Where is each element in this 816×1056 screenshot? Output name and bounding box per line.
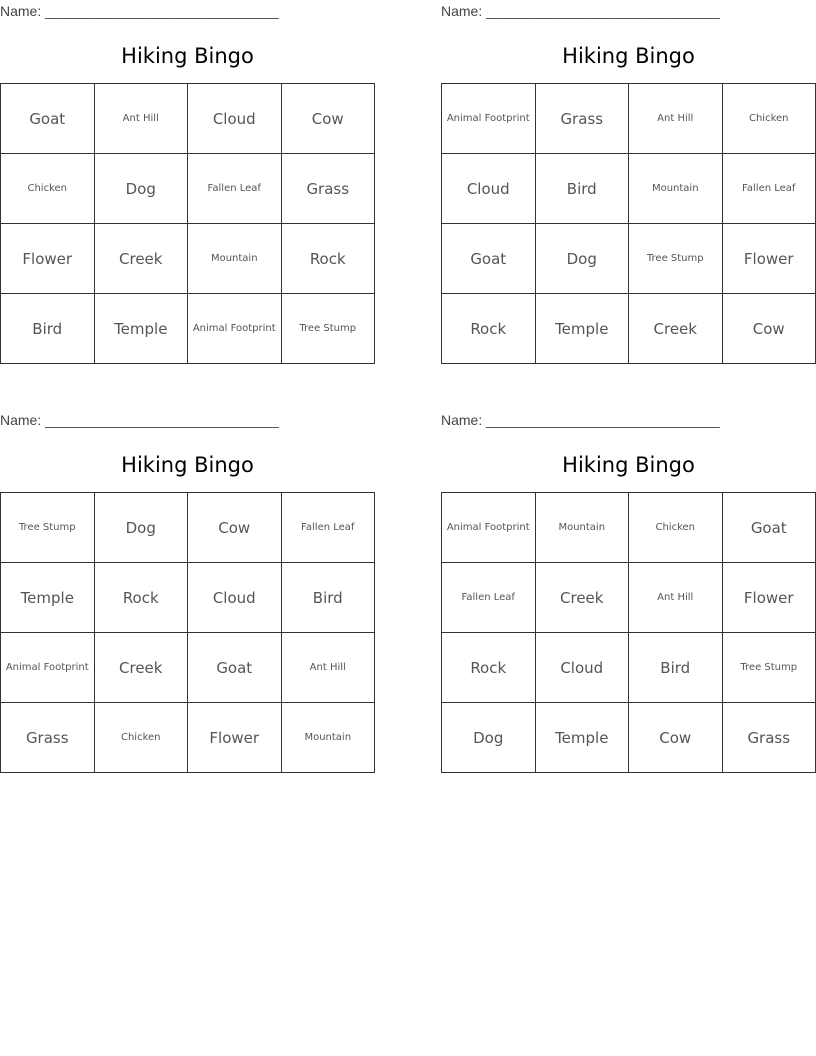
bingo-cell: Mountain — [188, 224, 282, 294]
bingo-cell: Goat — [722, 493, 816, 563]
bingo-cell: Cow — [188, 493, 282, 563]
bingo-cell: Flower — [188, 703, 282, 773]
grid-row — [1, 703, 375, 773]
bingo-cell: Dog — [94, 493, 188, 563]
bingo-cell: Creek — [94, 633, 188, 703]
bingo-cell: Cloud — [188, 84, 282, 154]
bingo-cell: Animal Footprint — [188, 294, 282, 364]
bingo-cell: Ant Hill — [281, 633, 375, 703]
bingo-cell: Ant Hill — [94, 84, 188, 154]
bingo-cell: Ant Hill — [629, 563, 723, 633]
grid-row — [442, 493, 816, 563]
name-field-label: Name: ______________________________ — [441, 3, 720, 19]
bingo-cell: Grass — [281, 154, 375, 224]
bingo-cell: Bird — [281, 563, 375, 633]
name-field-label: Name: ______________________________ — [441, 412, 720, 428]
bingo-cell: Rock — [442, 294, 536, 364]
card-title: Hiking Bingo — [562, 453, 695, 477]
name-field-label: Name: ______________________________ — [0, 3, 279, 19]
bingo-cell: Creek — [629, 294, 723, 364]
grid-row — [1, 563, 375, 633]
bingo-cell: Chicken — [722, 84, 816, 154]
bingo-cell: Animal Footprint — [1, 633, 95, 703]
grid-row — [442, 633, 816, 703]
bingo-cell: Cow — [722, 294, 816, 364]
bingo-cell: Bird — [535, 154, 629, 224]
bingo-cell: Fallen Leaf — [188, 154, 282, 224]
grid-row — [1, 154, 375, 224]
bingo-cell: Creek — [535, 563, 629, 633]
bingo-cell: Flower — [1, 224, 95, 294]
bingo-cell: Dog — [94, 154, 188, 224]
grid-row — [442, 154, 816, 224]
bingo-cell: Grass — [535, 84, 629, 154]
bingo-cell: Creek — [94, 224, 188, 294]
bingo-cell: Temple — [94, 294, 188, 364]
bingo-cell: Temple — [535, 703, 629, 773]
grid-row — [442, 84, 816, 154]
bingo-cell: Cow — [281, 84, 375, 154]
bingo-cell: Rock — [281, 224, 375, 294]
bingo-cell: Bird — [1, 294, 95, 364]
grid-row — [442, 703, 816, 773]
bingo-grid — [0, 83, 375, 364]
name-field-label: Name: ______________________________ — [0, 412, 279, 428]
bingo-cell: Dog — [442, 703, 536, 773]
grid-row — [442, 294, 816, 364]
bingo-cell: Cloud — [535, 633, 629, 703]
bingo-cell: Tree Stump — [281, 294, 375, 364]
bingo-cell: Grass — [722, 703, 816, 773]
bingo-cell: Fallen Leaf — [281, 493, 375, 563]
bingo-grid — [441, 83, 816, 364]
bingo-cell: Cow — [629, 703, 723, 773]
bingo-cell: Ant Hill — [629, 84, 723, 154]
bingo-cell: Grass — [1, 703, 95, 773]
card-title: Hiking Bingo — [562, 44, 695, 68]
grid-row — [442, 563, 816, 633]
bingo-cell: Animal Footprint — [442, 84, 536, 154]
bingo-cell: Chicken — [1, 154, 95, 224]
bingo-cell: Flower — [722, 224, 816, 294]
bingo-cell: Goat — [442, 224, 536, 294]
bingo-cell: Chicken — [94, 703, 188, 773]
bingo-grid — [441, 492, 816, 773]
grid-row — [1, 294, 375, 364]
bingo-cell: Cloud — [188, 563, 282, 633]
grid-row — [442, 224, 816, 294]
bingo-cell: Goat — [1, 84, 95, 154]
bingo-cell: Flower — [722, 563, 816, 633]
bingo-cell: Rock — [94, 563, 188, 633]
bingo-cell: Fallen Leaf — [722, 154, 816, 224]
bingo-cell: Fallen Leaf — [442, 563, 536, 633]
bingo-cell: Mountain — [629, 154, 723, 224]
bingo-cell: Bird — [629, 633, 723, 703]
grid-row — [1, 224, 375, 294]
bingo-cell: Animal Footprint — [442, 493, 536, 563]
bingo-cell: Goat — [188, 633, 282, 703]
grid-row — [1, 493, 375, 563]
grid-row — [1, 84, 375, 154]
bingo-cell: Chicken — [629, 493, 723, 563]
bingo-cell: Rock — [442, 633, 536, 703]
bingo-cell: Cloud — [442, 154, 536, 224]
bingo-grid — [0, 492, 375, 773]
bingo-cell: Tree Stump — [1, 493, 95, 563]
card-title: Hiking Bingo — [121, 44, 254, 68]
bingo-cell: Mountain — [281, 703, 375, 773]
grid-row — [1, 633, 375, 703]
bingo-cell: Tree Stump — [629, 224, 723, 294]
card-title: Hiking Bingo — [121, 453, 254, 477]
bingo-cell: Dog — [535, 224, 629, 294]
bingo-cell: Mountain — [535, 493, 629, 563]
bingo-cell: Tree Stump — [722, 633, 816, 703]
bingo-cell: Temple — [1, 563, 95, 633]
bingo-cell: Temple — [535, 294, 629, 364]
